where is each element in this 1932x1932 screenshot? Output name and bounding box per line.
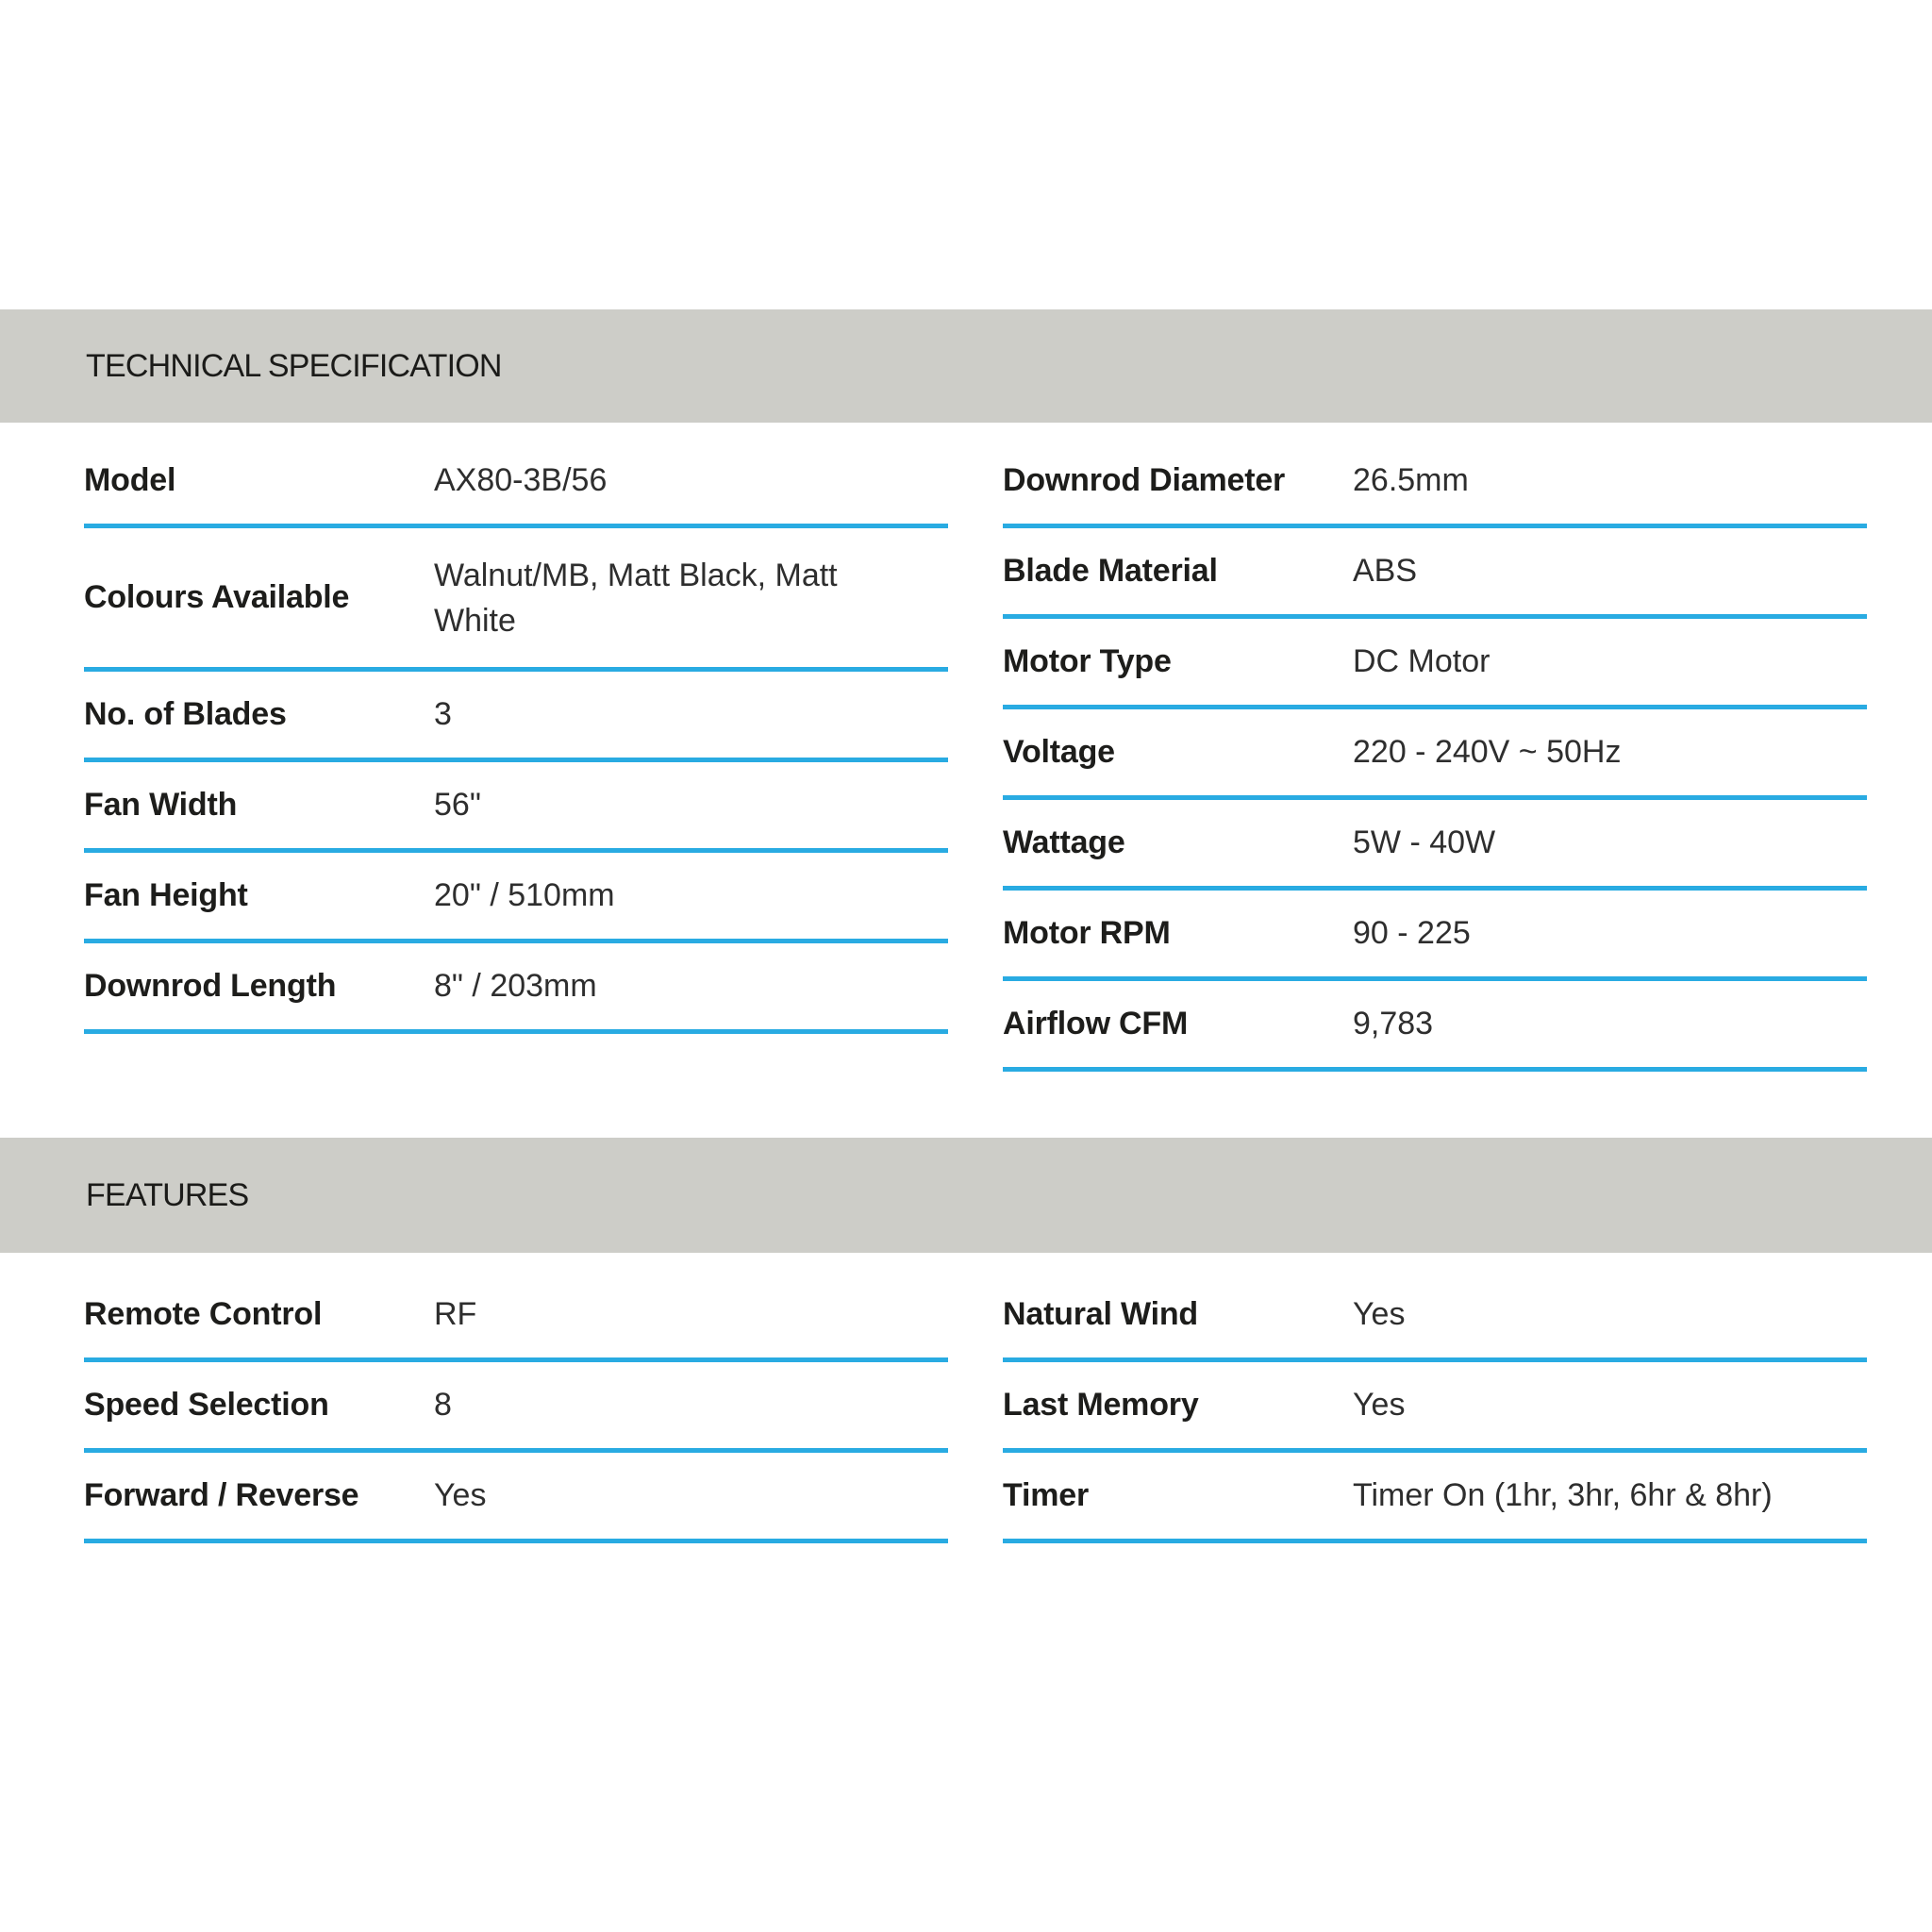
spec-value: Walnut/MB, Matt Black, Matt White [434,557,838,639]
features-column-right [1003,1272,1867,1543]
spec-label: Timer [1003,1476,1089,1513]
spec-row [1003,528,1867,619]
spec-value: 26.5mm [1353,461,1469,498]
spec-row [1003,438,1867,528]
spec-label: Voltage [1003,733,1115,770]
spec-label: Remote Control [84,1295,323,1332]
spec-row [84,1362,948,1453]
spec-label: Fan Height [84,876,248,913]
spec-label: Natural Wind [1003,1295,1198,1332]
spec-value: Yes [1353,1295,1406,1332]
spec-value: RF [434,1295,477,1332]
spec-row [84,528,948,672]
spec-value: 20" / 510mm [434,876,615,913]
spec-value: 8 [434,1386,452,1423]
spec-row [1003,619,1867,709]
spec-value: DC Motor [1353,642,1491,679]
spec-label: Blade Material [1003,552,1218,589]
spec-value: 220 - 240V ~ 50Hz [1353,733,1622,770]
spec-label: Colours Available [84,578,350,615]
spec-row [84,672,948,762]
spec-label: No. of Blades [84,695,287,732]
spec-row [1003,1362,1867,1453]
spec-row [1003,1272,1867,1362]
spec-value: 56" [434,786,481,823]
features-column-left [84,1272,948,1543]
spec-label: Downrod Diameter [1003,461,1286,498]
spec-label: Airflow CFM [1003,1005,1189,1041]
spec-row [84,1453,948,1543]
spec-value: Yes [434,1476,487,1513]
spec-value: 90 - 225 [1353,914,1471,951]
spec-label: Downrod Length [84,967,337,1004]
spec-value: Yes [1353,1386,1406,1423]
technical-specification-bar [0,309,1932,423]
spec-value: AX80-3B/56 [434,461,608,498]
spec-row [1003,981,1867,1072]
spec-value: ABS [1353,552,1418,589]
spec-value: 3 [434,695,452,732]
spec-row [1003,1453,1867,1543]
spec-row [84,943,948,1034]
spec-row [84,1272,948,1362]
spec-row [1003,709,1867,800]
spec-label: Fan Width [84,786,238,823]
spec-row [84,438,948,528]
spec-value: Timer On (1hr, 3hr, 6hr & 8hr) [1353,1476,1773,1513]
spec-value: 8" / 203mm [434,967,597,1004]
spec-row [84,853,948,943]
spec-row [1003,891,1867,981]
technical-specification-title: TECHNICAL SPECIFICATION [86,347,502,384]
spec-label: Forward / Reverse [84,1476,359,1513]
spec-label: Wattage [1003,824,1125,860]
technical-specification-table [84,438,1867,1072]
spec-label: Speed Selection [84,1386,329,1423]
spec-row [1003,800,1867,891]
spec-label: Motor Type [1003,642,1172,679]
spec-value: 5W - 40W [1353,824,1496,860]
features-title: FEATURES [86,1176,249,1213]
spec-column-right [1003,438,1867,1072]
features-bar [0,1138,1932,1253]
spec-column-left [84,438,948,1034]
spec-row [84,762,948,853]
spec-value: 9,783 [1353,1005,1434,1041]
spec-label: Model [84,461,176,498]
features-table [84,1272,1867,1543]
spec-label: Last Memory [1003,1386,1199,1423]
spec-label: Motor RPM [1003,914,1171,951]
